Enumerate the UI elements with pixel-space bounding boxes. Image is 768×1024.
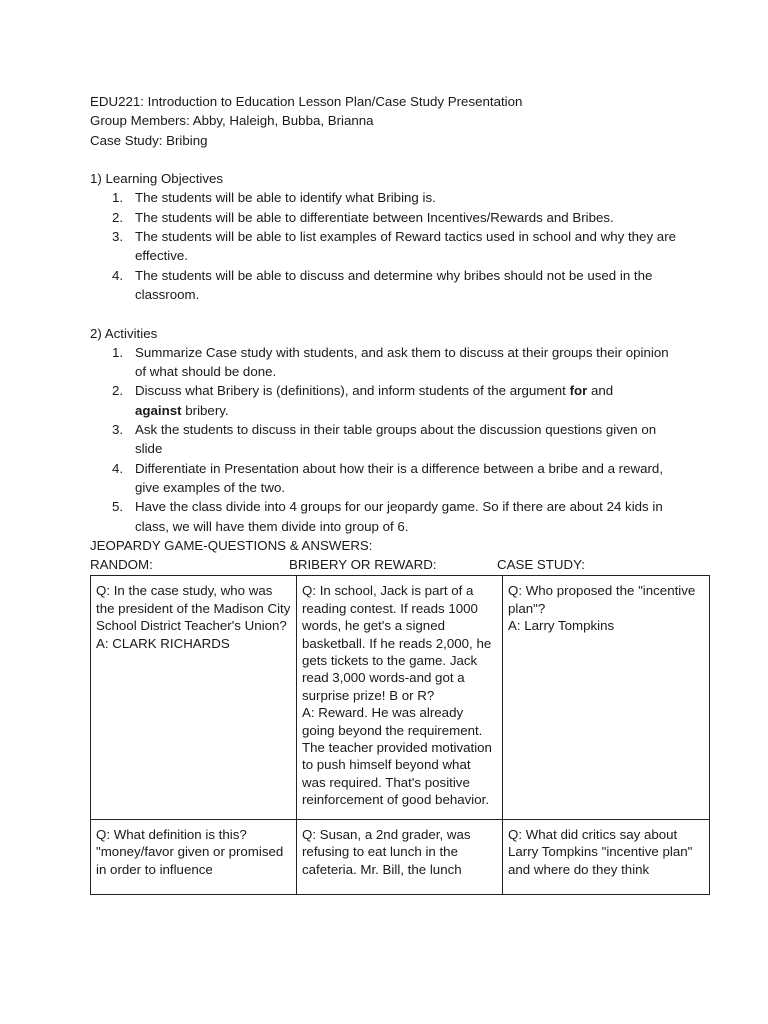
table-row <box>91 819 710 894</box>
list-item: 1. Summarize Case study with students, and ask them to discuss at their groups their opinion of what should be done. <box>112 344 669 380</box>
column-header-bribery-or-reward: BRIBERY OR REWARD: <box>289 557 437 573</box>
table-row <box>91 576 710 819</box>
list-item: 3. The students will be able to list examples of Reward tactics used in school and why they are effective. <box>112 229 677 264</box>
objectives-heading: 1) Learning Objectives <box>90 171 224 187</box>
jeopardy-title: JEOPARDY GAME-QUESTIONS & ANSWERS: <box>90 537 373 553</box>
case-study-title: Case Study: Bribing <box>90 132 208 148</box>
table-cell: Q: What did critics say about Larry Tompkins "incentive plan" and where do they think <box>503 819 710 894</box>
column-header-random: RANDOM: <box>90 557 153 573</box>
list-item: 1. The students will be able to identify what Bribing is. <box>112 190 436 206</box>
course-title: EDU221: Introduction to Education Lesson Plan/Case Study Presentation <box>90 94 523 109</box>
list-item: 4. Differentiate in Presentation about how their is a difference between a bribe and a reward, give examples of the two. <box>112 460 664 495</box>
group-members: Group Members: Abby, Haleigh, Bubba, Brianna <box>90 113 374 129</box>
list-item: 3. Ask the students to discuss in their table groups about the discussion questions given on slide <box>112 422 657 457</box>
table-cell: Q: Who proposed the "incentive plan"? A: Larry Tompkins <box>503 576 710 819</box>
list-item: 2. The students will be able to differentiate between Incentives/Rewards and Bribes. <box>112 209 614 225</box>
table-cell: Q: In the case study, who was the president of the Madison City School District Teacher's Union? A: CLARK RICHARDS <box>91 576 297 819</box>
list-item: 4. The students will be able to discuss and determine why bribes should not be used in the classroom. <box>112 267 653 302</box>
jeopardy-table <box>90 575 710 894</box>
list-item: 5. Have the class divide into 4 groups for our jeopardy game. So if there are about 24 kids in class, we will have them divide into group of 6. <box>112 499 663 534</box>
table-cell: Q: What definition is this? "money/favor given or promised in order to influence <box>91 819 297 894</box>
jeopardy-column-headers <box>90 555 678 574</box>
bold-against: against <box>135 402 182 418</box>
activities-list <box>90 343 678 536</box>
list-item: 2. Discuss what Bribery is (definitions), and inform students of the argument for and against bribery. <box>112 383 614 418</box>
table-cell: Q: In school, Jack is part of a reading contest. If reads 1000 words, he get's a signed basketball. If he reads 2,000, he gets tickets to the game. Jack read 3,000 words-and got a surprise prize! B or R? A: Reward. He was already going beyond the requirement. The teacher provided motivation to push himself beyond what was required. That's positive reinforcement of good behavior. <box>297 576 503 819</box>
column-header-case-study: CASE STUDY: <box>497 557 585 573</box>
bold-for: for <box>569 383 588 399</box>
table-cell: Q: Susan, a 2nd grader, was refusing to eat lunch in the cafeteria. Mr. Bill, the lunch <box>297 819 503 894</box>
objectives-list <box>90 188 678 304</box>
activities-heading: 2) Activities <box>90 325 158 341</box>
